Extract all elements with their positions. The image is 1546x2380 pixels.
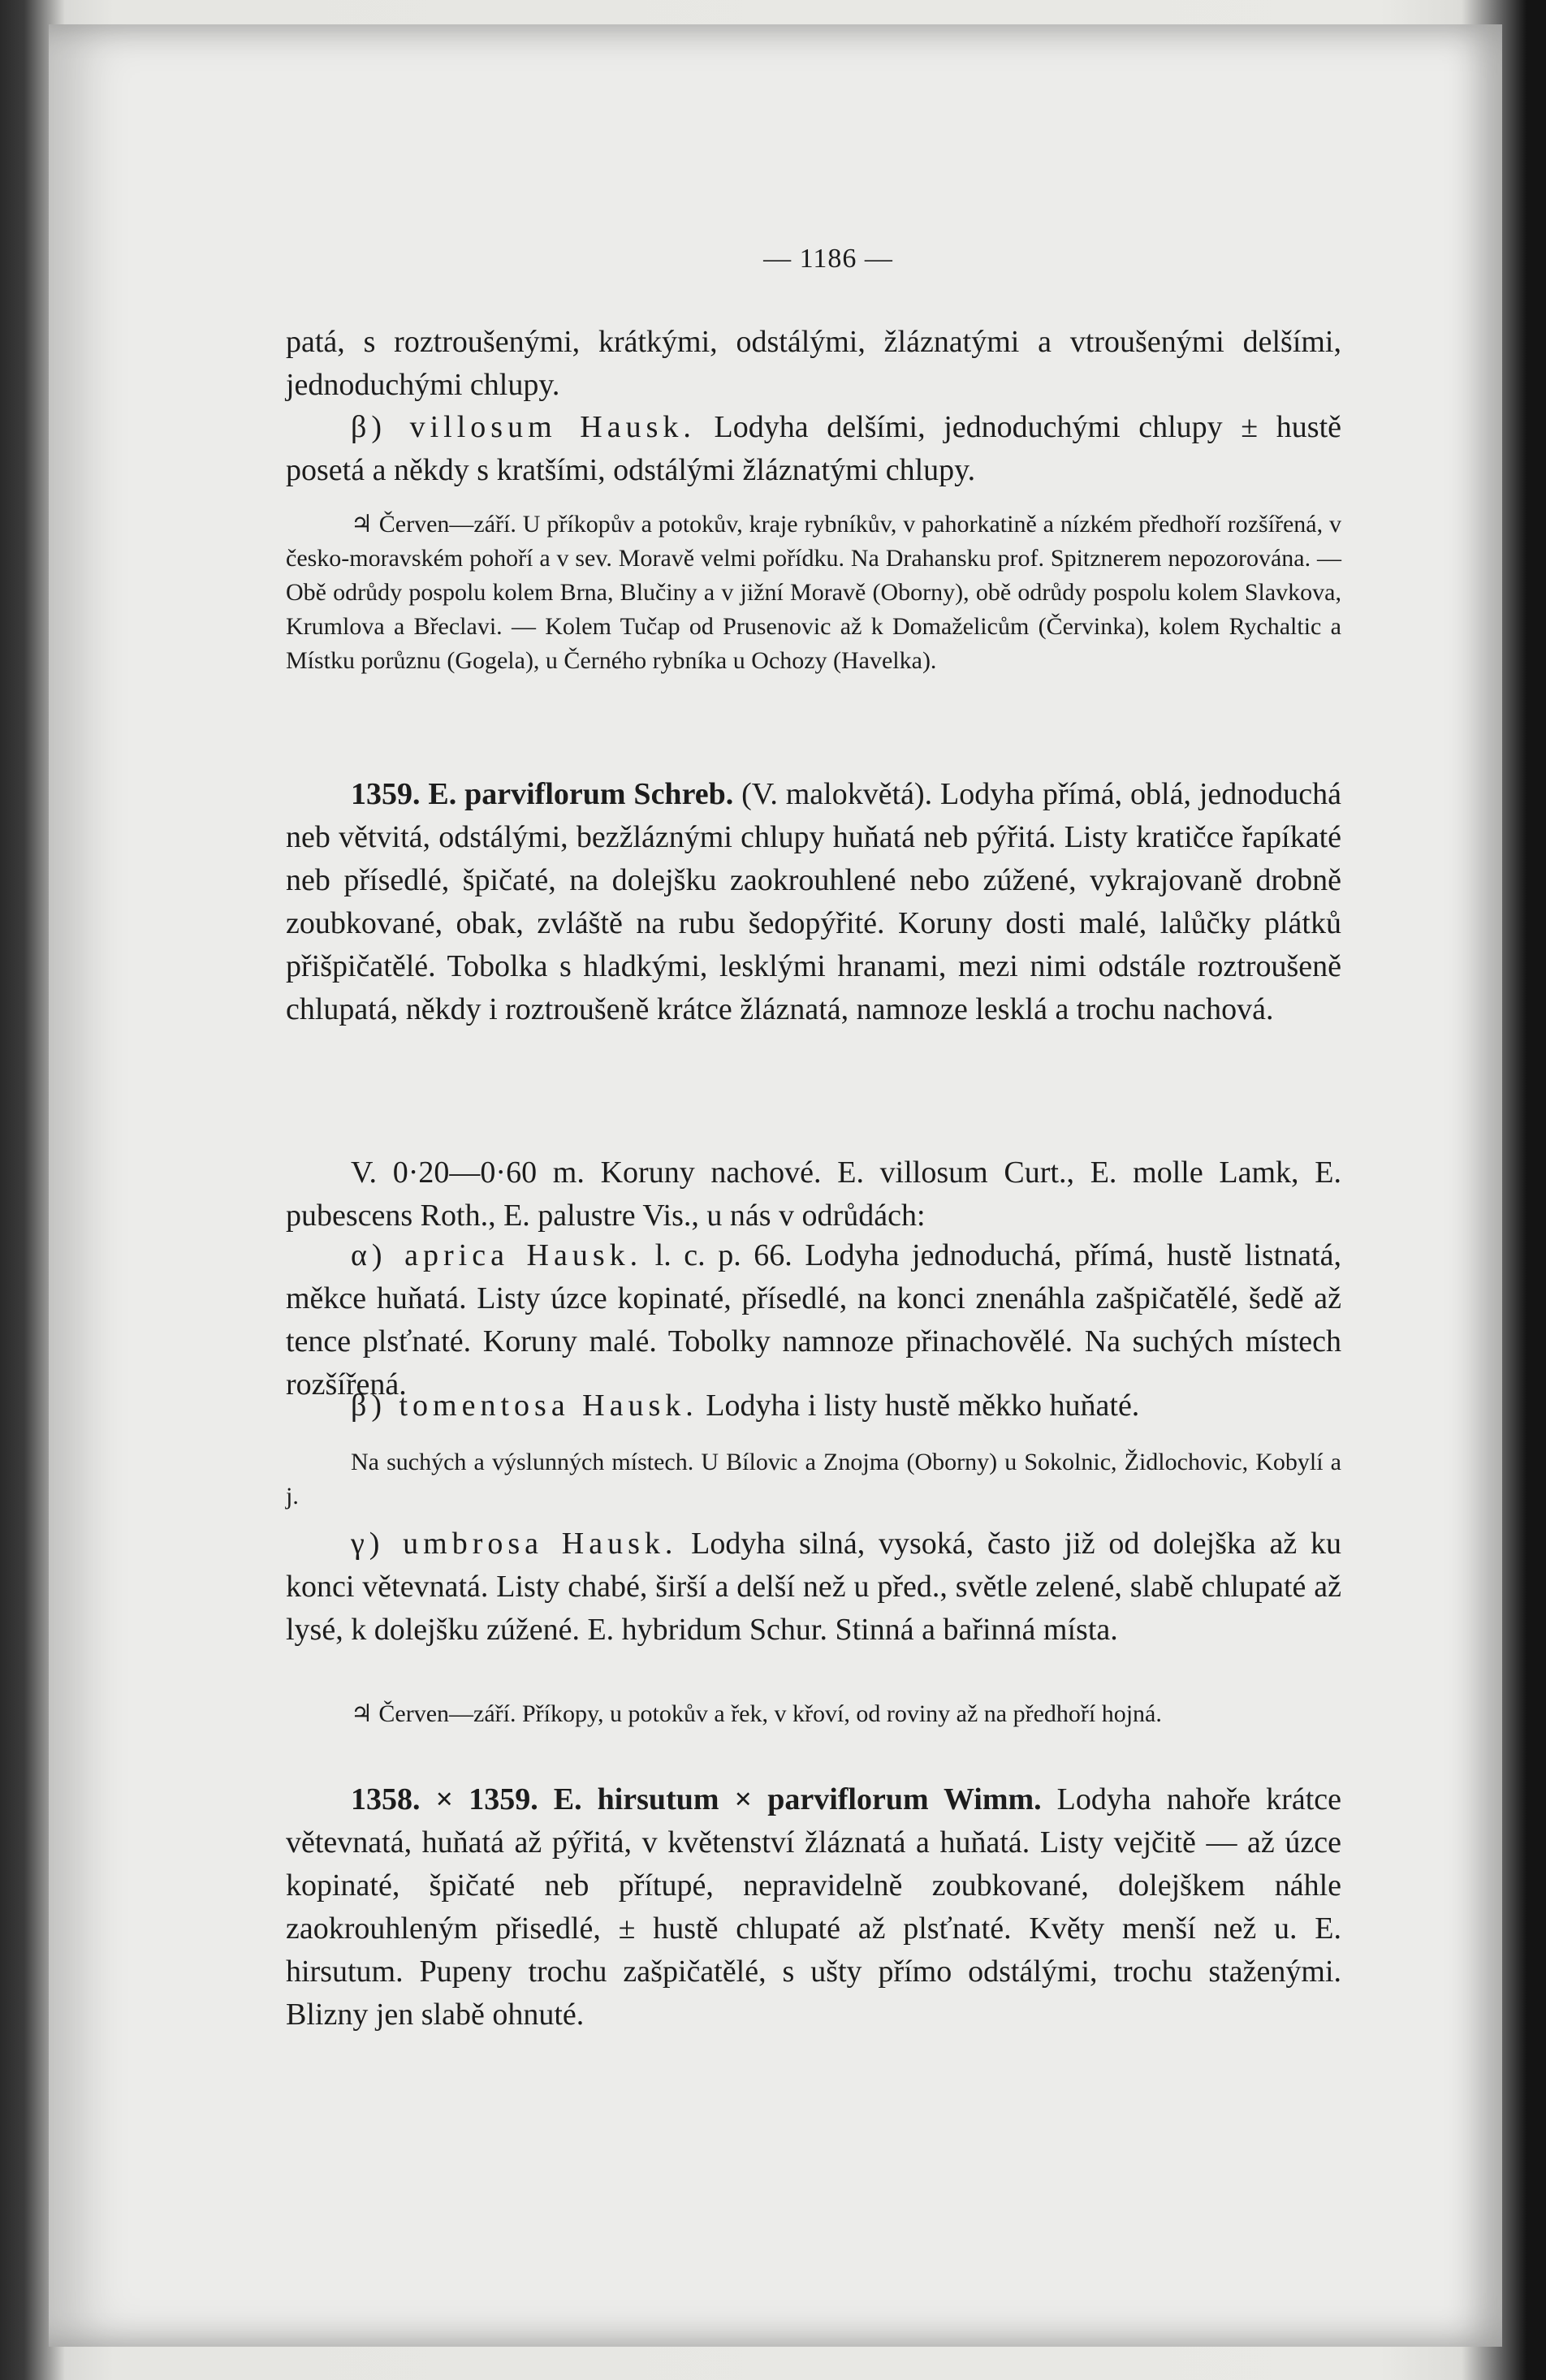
hybrid-heading: 1358. × 1359. E. hirsutum × parviflorum Wimm. (351, 1782, 1042, 1816)
habitat-text-3: ♃ Červen—září. Příkopy, u potokův a řek, v křoví, od roviny až na předhoří hojná. (351, 1700, 1162, 1727)
habitat-note-3 (286, 1697, 1341, 1731)
variety-text: Lodyha i listy hustě měkko huňaté. (697, 1389, 1140, 1423)
species-measurements (286, 1151, 1341, 1238)
variety-text: Lodyha silná, vysoká, často již od dolejška až ku konci větevnatá. Listy chabé, širší a delší než u před., světle zelené, slabě chlupaté až lysé, k dolejšku zúžené. E. hybridum Schur. Stinná a bařinná místa. (286, 1527, 1341, 1647)
variety-label: α) aprica Hausk. (351, 1238, 643, 1272)
measurement-text: V. 0·20—0·60 m. Koruny nachové. E. villosum Curt., E. molle Lamk, E. pubescens Roth., E. palustre Vis., u nás v odrůdách: (286, 1155, 1341, 1233)
variety-umbrosa (286, 1523, 1341, 1652)
paragraph-continuation (286, 321, 1341, 407)
variety-villosum (286, 406, 1341, 492)
species-heading: 1359. E. parviflorum Schreb. (351, 777, 734, 811)
variety-text: l. c. p. 66. Lodyha jednoduchá, přímá, hustě listnatá, měkce huňatá. Listy úzce kopinaté, přísedlé, na konci znenáhla zašpičatělé, šedě až tence plsťnaté. Koruny malé. Tobolky namnoze přinachovělé. Na suchých místech rozšířená. (286, 1238, 1341, 1402)
hybrid-description: Lodyha nahoře krátce větevnatá, huňatá až pýřitá, v květenství žláznatá a huňatá. Listy vejčitě — až úzce kopinaté, špičaté neb přítupé, nepravidelně zoubkované, dolejškem náhle zaokrouhleným přisedlé, ± hustě chlupaté až plsťnaté. Květy menší než u. E. hirsutum. Pupeny trochu zašpičatělé, s ušty přímo odstálými, trochu staženými. Blizny jen slabě ohnuté. (286, 1782, 1341, 2032)
variety-label: β) tomentosa Hausk. (351, 1389, 698, 1423)
text-b1: patá, s roztroušenými, krátkými, odstálými, žláznatými a vtroušenými delšími, jednoduchými chlupy. (286, 325, 1341, 402)
variety-text: Lodyha delšími, jednoduchými chlupy ± hustě posetá a někdy s kratšími, odstálými žláznatými chlupy. (286, 410, 1342, 487)
habitat-note-1 (286, 508, 1341, 678)
hybrid-1358x1359 (286, 1778, 1341, 2037)
page-number: — 1186 — (763, 244, 893, 274)
variety-label: β) villosum Hausk. (351, 410, 696, 444)
variety-tomentosa (286, 1384, 1341, 1428)
variety-label: γ) umbrosa Hausk. (351, 1527, 678, 1561)
habitat-text-2: Na suchých a výslunných místech. U Bílovic a Znojma (Oborny) u Sokolnic, Židlochovic, Kobylí a j. (286, 1449, 1341, 1510)
species-description: (V. malokvětá). Lodyha přímá, oblá, jednoduchá neb větvitá, odstálými, bezžláznými chlupy huňatá neb pýřitá. Listy kratičce řapíkaté neb přísedlé, špičaté, na dolejšku zaokrouhlené nebo zúžené, vykrajovaně drobně zoubkované, obak, zvláště na rubu šedopýřité. Koruny dosti malé, lalůčky plátků přišpičatělé. Tobolka s hladkými, lesklými hranami, mezi nimi odstále roztroušeně chlupatá, někdy i roztroušeně krátce žláznatá, namnoze lesklá a trochu nachová. (286, 777, 1341, 1026)
species-1359 (286, 773, 1341, 1031)
habitat-text-1: ♃ Červen—září. U příkopův a potokův, kraje rybníkův, v pahorkatině a nízkém předhoří rozšířená, v česko-moravském pohoří a v sev. Moravě velmi pořídku. Na Drahansku prof. Spitznerem nepozorována. — Obě odrůdy pospolu kolem Brna, Blučiny a v jižní Moravě (Oborny), obě odrůdy pospolu kolem Slavkova, Krumlova a Břeclavi. — Kolem Tučap od Prusenovic až k Domaželicům (Červinka), kolem Rychaltic a Místku porůznu (Gogela), u Černého rybníka u Ochozy (Havelka). (286, 511, 1341, 674)
variety-aprica (286, 1234, 1341, 1406)
habitat-note-2 (286, 1445, 1341, 1514)
